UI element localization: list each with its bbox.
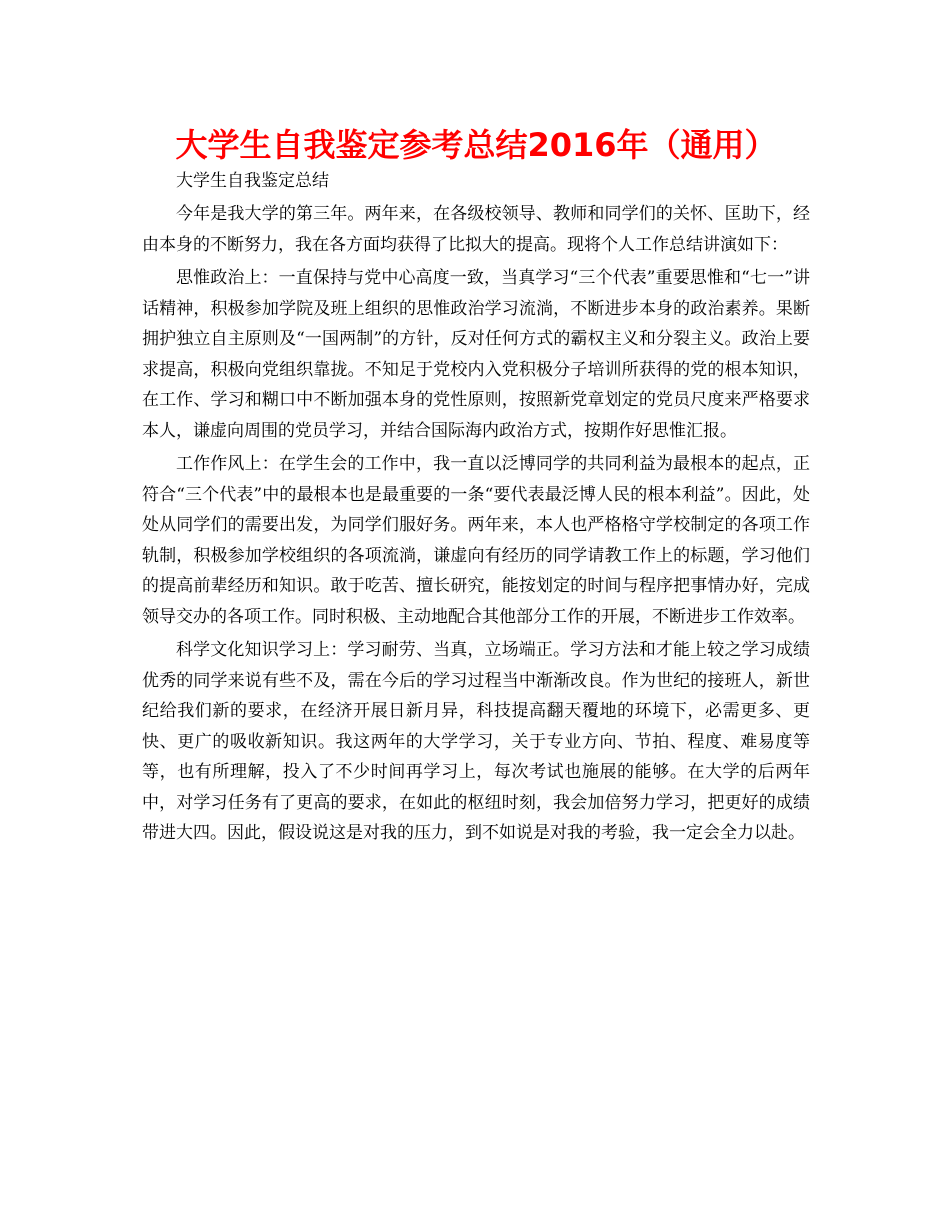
- paragraph-study: 科学文化知识学习上：学习耐劳、当真，立场端正。学习方法和才能上较之学习成绩优秀的同学来说有些不及，需在今后的学习过程当中渐渐改良。作为世纪的接班人，新世纪给我们新的要求，在经济开展日新月异，科技提高翻天覆地的环境下，必需更多、更快、更广的吸收新知识。我这两年的大学学习，关于专业方向、节拍、程度、难易度等等，也有所理解，投入了不少时间再学习上，每次考试也施展的能够。在大学的后两年中，对学习任务有了更高的要求，在如此的枢纽时刻，我会加倍努力学习，把更好的成绩带进大四。因此，假设说这是对我的压力，到不如说是对我的考验，我一定会全力以赴。: [142, 640, 810, 843]
- paragraph-work-style: 工作作风上：在学生会的工作中，我一直以泛博同学的共同利益为最根本的起点，正符合“三个代表”中的最根本也是最重要的一条“要代表最泛博人民的根本利益”。因此，处处从同学们的需要出发，为同学们服好务。两年来，本人也严格格守学校制定的各项工作轨制，积极参加学校组织的各项流淌，谦虚向有经历的同学请教工作上的标题，学习他们的提高前辈经历和知识。敢于吃苦、擅长研究，能按划定的时间与程序把事情办好，完成领导交办的各项工作。同时积极、主动地配合其他部分工作的开展，不断进步工作效率。: [142, 454, 810, 627]
- document-subtitle: 大学生自我鉴定总结: [176, 171, 329, 191]
- document-body: [142, 166, 810, 849]
- paragraph-intro: 今年是我大学的第三年。两年来，在各级校领导、教师和同学们的关怀、匡助下，经由本身的不断努力，我在各方面均获得了比拟大的提高。现将个人工作总结讲演如下：: [142, 204, 810, 255]
- document-title: 大学生自我鉴定参考总结2016年（通用）: [175, 126, 777, 164]
- paragraph-political: 思惟政治上：一直保持与党中心高度一致，当真学习“三个代表”重要思惟和“七一”讲话精神，积极参加学院及班上组织的思惟政治学习流淌，不断进步本身的政治素养。果断拥护独立自主原则及“一国两制”的方针，反对任何方式的霸权主义和分裂主义。政治上要求提高，积极向党组织靠拢。不知足于党校内入党积极分子培训所获得的党的根本知识，在工作、学习和糊口中不断加强本身的党性原则，按照新党章划定的党员尺度来严格要求本人，谦虚向周围的党员学习，并结合国际海内政治方式，按期作好思惟汇报。: [142, 268, 810, 441]
